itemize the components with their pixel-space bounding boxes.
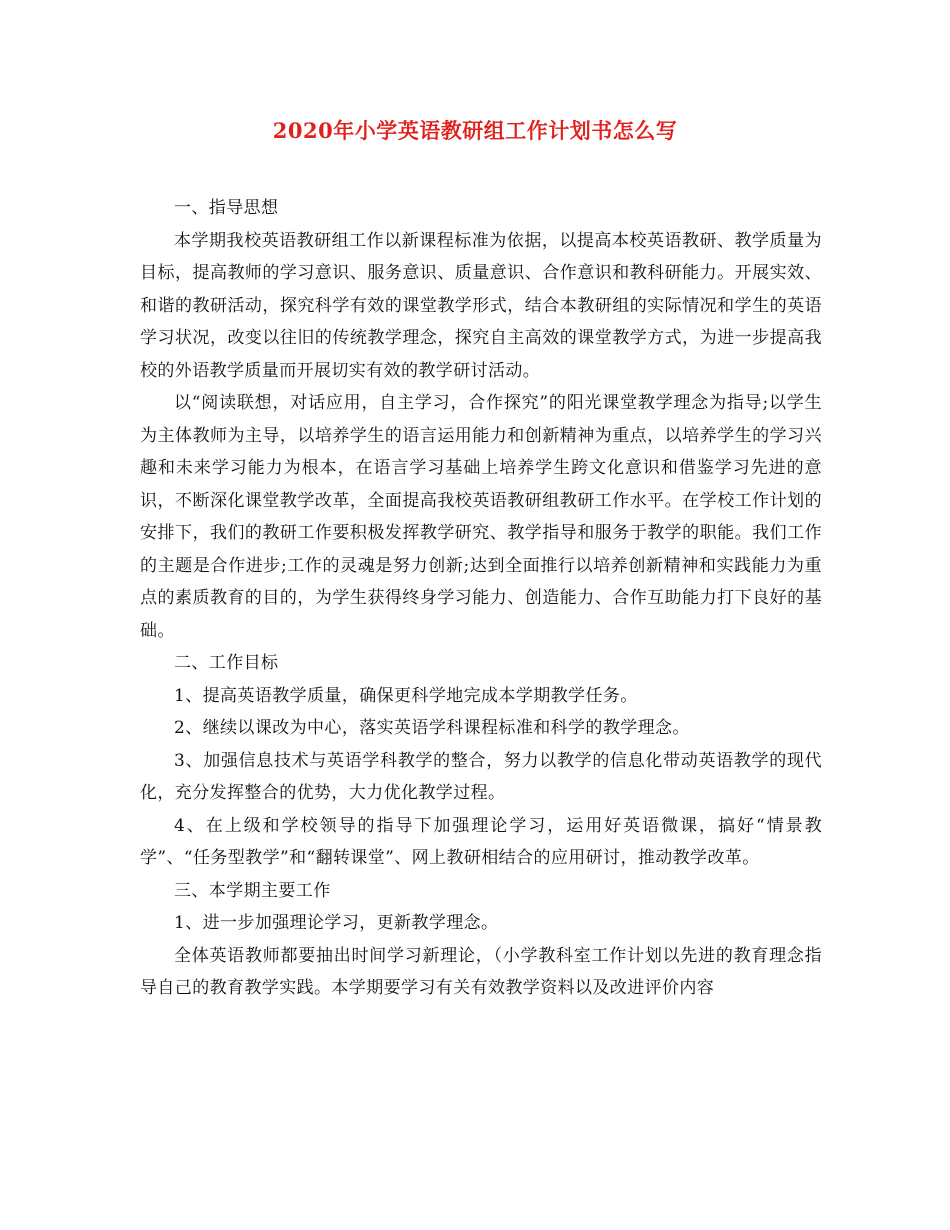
- list-item: 4、在上级和学校领导的指导下加强理论学习，运用好英语微课，搞好“情景教学”、“任务型教学”和“翻转课堂”、网上教研相结合的应用研讨，推动教学改革。: [140, 815, 822, 868]
- list-item: 1、进一步加强理论学习，更新教学理念。: [174, 913, 499, 933]
- section-heading-guiding-ideology: 一、指导思想: [174, 198, 279, 218]
- section-heading-main-work: 三、本学期主要工作: [174, 880, 331, 901]
- section-heading-work-goals: 二、工作目标: [174, 653, 279, 673]
- list-item: 2、继续以课改为中心，落实英语学科课程标准和科学的教学理念。: [174, 718, 690, 738]
- list-item: 1、提高英语教学质量，确保更科学地完成本学期教学任务。: [174, 685, 638, 706]
- body-paragraph: 以“阅读联想，对话应用，自主学习，合作探究”的阳光课堂教学理念为指导;以学生为主体教师为主导，以培养学生的语言运用能力和创新精神为重点，以培养学生的学习兴趣和未来学习能力为根本，在语言学习基础上培养学生跨文化意识和借鉴学习先进的意识，不断深化课堂教学改革，全面提高我校英语教研组教研工作水平。在学校工作计划的安排下，我们的教研工作要积极发挥教学研究、教学指导和服务于教学的职能。我们工作的主题是合作进步;工作的灵魂是努力创新;达到全面推行以培养创新精神和实践能力为重点的素质教育的目的，为学生获得终身学习能力、创造能力、合作互助能力打下良好的基础。: [140, 393, 822, 641]
- document-title: 2020年小学英语教研组工作计划书怎么写: [272, 118, 678, 143]
- document-body: [140, 192, 822, 1005]
- list-item: 3、加强信息技术与英语学科教学的整合，努力以教学的信息化带动英语教学的现代化，充分发挥整合的优势，大力优化教学过程。: [140, 750, 822, 803]
- body-paragraph: 本学期我校英语教研组工作以新课程标准为依据，以提高本校英语教研、教学质量为目标，提高教师的学习意识、服务意识、质量意识、合作意识和教科研能力。开展实效、和谐的教研活动，探究科学有效的课堂教学形式，结合本教研组的实际情况和学生的英语学习状况，改变以往旧的传统教学理念，探究自主高效的课堂教学方式，为进一步提高我校的外语教学质量而开展切实有效的教学研讨活动。: [140, 230, 822, 381]
- body-paragraph: 全体英语教师都要抽出时间学习新理论，（小学教科室工作计划以先进的教育理念指导自己的教育教学实践。本学期要学习有关有效教学资料以及改进评价内容: [140, 945, 822, 998]
